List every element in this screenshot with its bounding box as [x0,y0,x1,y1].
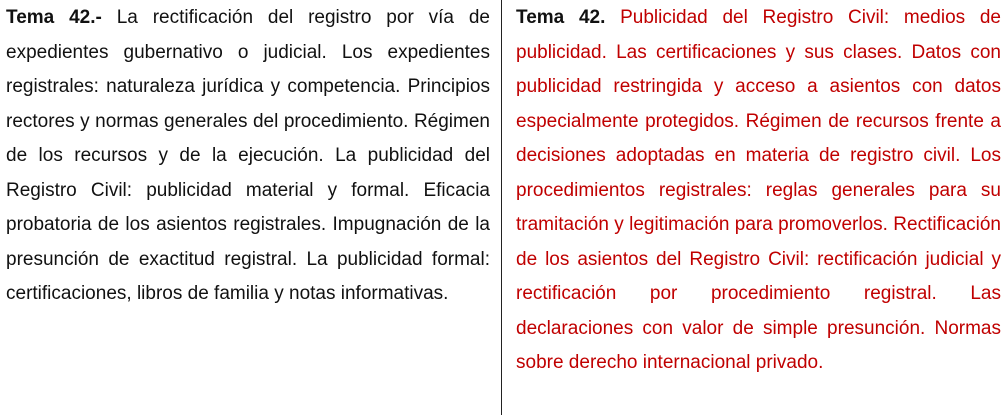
left-topic-text: La rectificación del registro por vía de expedientes gubernativo o judicial. Los expedientes registrales: naturaleza jurídica y competencia. Principios rectores y normas generales del procedimiento. Régimen de los recursos y de la ejecución. La publicidad del Registro Civil: publicidad material y formal. Eficacia probatoria de los asientos registrales. Impugnación de la presunción de exactitud registral. La publicidad formal: certificaciones, libros de familia y notas informativas. [6,7,490,304]
right-column-new-topic [502,0,1006,415]
left-column-old-topic [0,0,502,415]
right-topic-label: Tema 42. [516,7,606,28]
left-topic-label: Tema 42.- [6,7,102,28]
right-topic-text: Publicidad del Registro Civil: medios de publicidad. Las certificaciones y sus clases. Datos con publicidad restringida y acceso a asientos con datos especialmente protegidos. Régimen de recursos frente a decisiones adoptadas en materia de registro civil. Los procedimientos registrales: reglas generales para su tramitación y legitimación para promoverlos. Rectificación de los asientos del Registro Civil: rectificación judicial y rectificación por procedimiento registral. Las declaraciones con valor de simple presunción. Normas sobre derecho internacional privado. [516,7,1001,373]
